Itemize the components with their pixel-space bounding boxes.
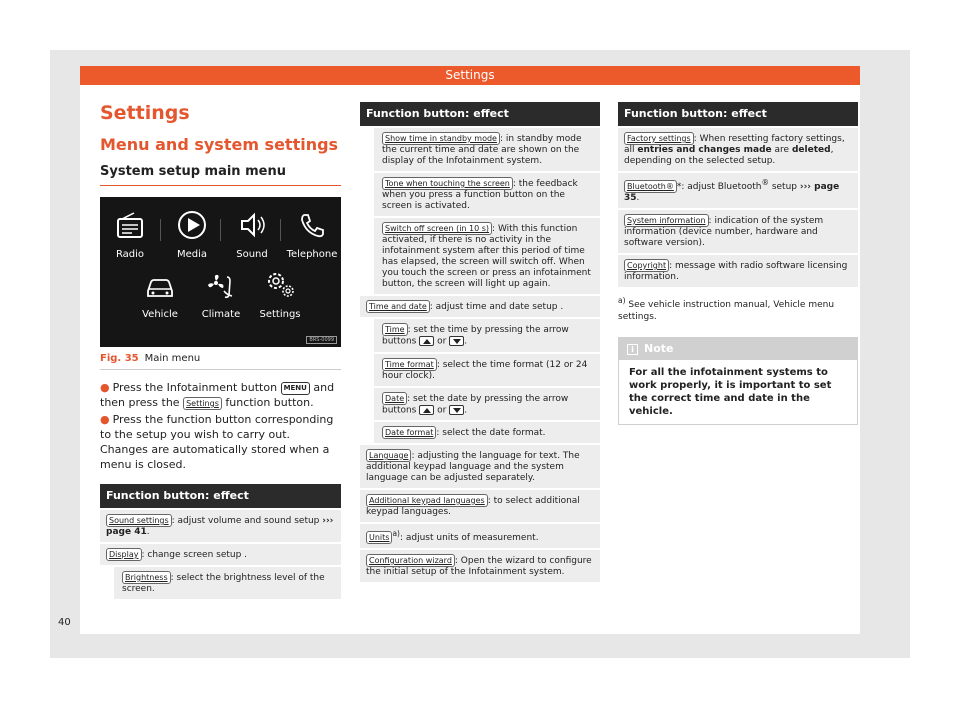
table-row: Bluetooth® *: adjust Bluetooth® setup ››› page 35.: [618, 171, 858, 208]
note-header: i Note: [619, 338, 857, 360]
menu-label-telephone: Telephone: [286, 249, 338, 260]
play-icon: [174, 207, 210, 243]
speaker-icon: [234, 207, 270, 243]
figure-caption: [100, 353, 341, 370]
table-row: Show time in standby mode : in standby mode the current time and date are shown on the display of the Infotainment system.: [360, 126, 600, 171]
note-body: For all the infotainment systems to work properly, it is important to set the correct time and date in the vehicle.: [629, 367, 832, 417]
footnote: $^{a)}$ See vehicle instruction manual, Vehicle menu settings.: [618, 296, 835, 322]
arrow-down-icon: [449, 336, 464, 346]
table-row: Time and date : adjust time and date setup .: [360, 294, 600, 317]
menu-label-climate: Climate: [201, 309, 241, 320]
gears-icon: [262, 267, 298, 303]
main-menu-screen: [100, 197, 341, 347]
table-row: System information : indication of the system information (device number, hardware and software version).: [618, 208, 858, 253]
right-column: [618, 102, 858, 425]
menu-label-vehicle: Vehicle: [142, 309, 178, 320]
figure-caption-text: Main menu: [144, 353, 201, 364]
table-row: Display : change screen setup .: [100, 542, 341, 565]
arrow-down-icon: [449, 405, 464, 415]
manual-page: [58, 66, 860, 634]
image-code: BRS-0099: [306, 336, 337, 344]
instruction-item: ● Press the Infotainment button MENU and then press the Settings function button.: [100, 381, 335, 409]
table-header: Function button: effect: [360, 102, 600, 126]
table-row: Time format : select the time format (12 or 24 hour clock).: [360, 352, 600, 386]
table-row: Tone when touching the screen : the feedback when you press a function button on the screen is activated.: [360, 171, 600, 216]
arrow-up-icon: [419, 336, 434, 346]
table-row: Language : adjusting the language for text. The additional keypad language and the system language can be adjusted separately.: [360, 443, 600, 488]
settings-button-label: Settings: [183, 397, 222, 410]
table-row: Copyright : message with radio software licensing information.: [618, 253, 858, 287]
function-table-1: [100, 484, 341, 599]
table-row: Factory settings : When resetting factory settings, all entries and changes made are deleted, depending on the selected setup.: [618, 126, 858, 171]
info-icon: i: [627, 344, 638, 355]
phone-icon: [294, 207, 330, 243]
menu-key-icon: MENU: [281, 382, 310, 395]
instruction-item: ● Press the function button corresponding to the setup you wish to carry out. Changes are automatically stored when a menu is closed.: [100, 413, 334, 471]
table-header: Function button: effect: [100, 484, 341, 508]
section-title: System setup main menu: [100, 164, 341, 186]
car-icon: [142, 269, 178, 305]
page-number: 40: [58, 617, 71, 628]
page-title: Settings: [100, 102, 190, 124]
menu-label-sound: Sound: [236, 249, 268, 260]
table-row: Sound settings : adjust volume and sound setup ››› page 41.: [100, 508, 341, 542]
table-row: Configuration wizard : Open the wizard to configure the initial setup of the Infotainment system.: [360, 548, 600, 582]
table-row: Date format : select the date format.: [360, 420, 600, 443]
table-row: Date : set the date by pressing the arrow buttons or .: [360, 386, 600, 421]
table-row: Switch off screen (in 10 s) : With this function activated, if there is no activity in the infotainment system after this period of time has elapsed, the screen will switch off. When you touch the screen or press an infotainment button, the screen will light up again.: [360, 216, 600, 294]
instruction-list: [100, 380, 341, 472]
table-header: Function button: effect: [618, 102, 858, 126]
figure-number: Fig. 35: [100, 353, 139, 364]
table-row: Additional keypad languages : to select additional keypad languages.: [360, 488, 600, 522]
section-header-bar: Settings: [80, 66, 860, 85]
table-row: Brightness : select the brightness level of the screen.: [100, 565, 341, 599]
radio-icon: [112, 209, 148, 245]
menu-label-media: Media: [176, 249, 208, 260]
note-box: [618, 337, 858, 425]
left-column: [100, 102, 341, 599]
table-row: Time : set the time by pressing the arrow buttons or .: [360, 317, 600, 352]
fan-icon: [203, 269, 239, 305]
menu-label-settings: Settings: [259, 309, 301, 320]
arrow-up-icon: [419, 405, 434, 415]
page-subtitle: Menu and system settings: [100, 135, 339, 154]
table-row: Units $^{a)}$: adjust units of measurement.: [360, 522, 600, 548]
menu-label-radio: Radio: [115, 249, 145, 260]
middle-column: [360, 102, 600, 582]
